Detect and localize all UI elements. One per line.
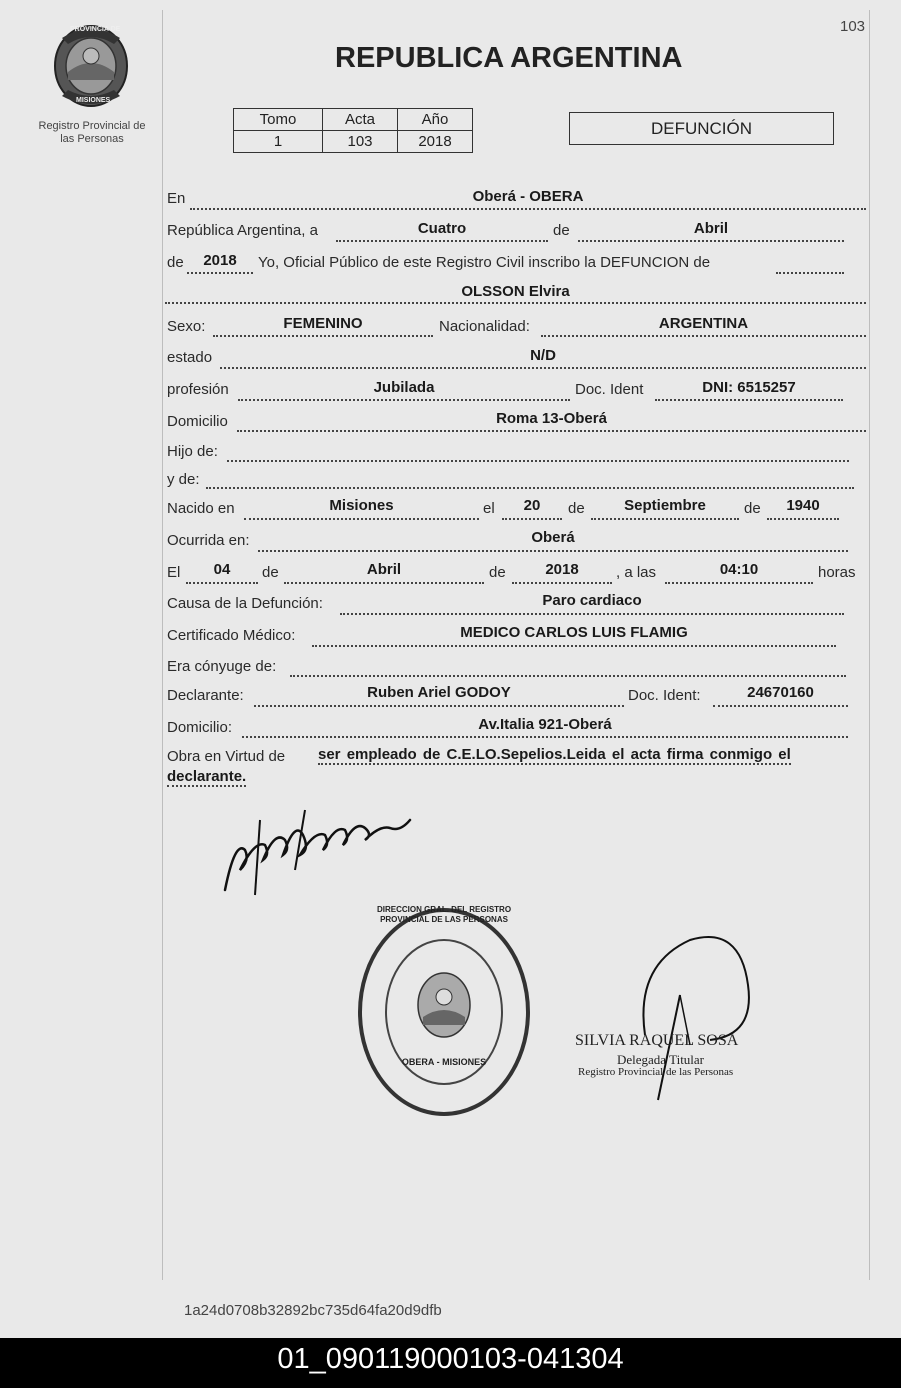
logo-text-top: PROVINCIA DE	[70, 26, 121, 33]
value-nac-anio: 1940	[786, 497, 820, 514]
table-header-anio: Año	[398, 109, 473, 131]
dotted-line	[186, 582, 258, 584]
table-header-tomo: Tomo	[234, 109, 323, 131]
dotted-line	[206, 487, 854, 489]
table-value-anio: 2018	[398, 131, 473, 153]
dotted-line	[227, 460, 849, 462]
registry-name: Registro Provincial de las Personas	[38, 120, 146, 145]
value-nacionalidad: ARGENTINA	[658, 315, 749, 332]
official-signature	[630, 925, 760, 1105]
value-nombre: OLSSON Elvira	[461, 283, 570, 300]
value-obra-line2: declarante.	[167, 768, 247, 785]
label-sexo: Sexo:	[167, 318, 206, 335]
value-def-anio: 2018	[545, 561, 579, 578]
footer-bar	[0, 1338, 901, 1388]
value-declarante: Ruben Ariel GODOY	[367, 684, 511, 701]
dotted-line	[767, 518, 839, 520]
reference-table	[233, 108, 473, 153]
label-doc-ident: Doc. Ident:	[628, 687, 701, 704]
value-estado: N/D	[530, 347, 556, 364]
document-type-box: DEFUNCIÓN	[569, 112, 834, 145]
official-name: SILVIA RAQUEL SOSA	[575, 1032, 739, 1049]
province-coat-of-arms	[48, 18, 134, 110]
dotted-line	[244, 518, 479, 520]
dotted-line	[665, 582, 813, 584]
label-doc-ident: Doc. Ident	[575, 381, 644, 398]
label-hijo-de: Hijo de:	[167, 443, 218, 460]
dotted-line	[776, 272, 844, 274]
label-certificado: Certificado Médico:	[167, 627, 296, 644]
label-domicilio: Domicilio	[167, 413, 228, 430]
label-el: el	[483, 500, 495, 517]
official-stamp	[355, 905, 533, 1119]
value-def-hora: 04:10	[719, 561, 759, 578]
dotted-line	[713, 705, 848, 707]
label-a-las: , a las	[616, 564, 657, 581]
label-declarante: Declarante:	[167, 687, 244, 704]
value-obra-line1: ser empleado de C.E.LO.Sepelios.Leida el acta firma conmigo el	[318, 746, 791, 763]
dotted-line	[284, 582, 484, 584]
value-declarante-doc: 24670160	[747, 684, 814, 701]
stamp-icon	[355, 905, 533, 1119]
dotted-line	[258, 550, 848, 552]
table-row	[234, 131, 473, 153]
table-row	[234, 109, 473, 131]
dotted-line	[213, 335, 433, 337]
left-margin-line	[162, 10, 163, 1280]
value-doc: DNI: 6515257	[702, 379, 796, 396]
declarant-signature	[215, 800, 415, 900]
table-value-tomo: 1	[234, 131, 323, 153]
value-profesion: Jubilada	[373, 379, 435, 396]
dotted-line	[336, 240, 548, 242]
logo-text-bottom: MISIONES	[76, 97, 111, 104]
label-y-de: y de:	[167, 471, 200, 488]
right-margin-line	[869, 10, 870, 1280]
value-def-mes: Abril	[366, 561, 402, 578]
dotted-line	[512, 582, 612, 584]
value-sexo: FEMENINO	[283, 315, 363, 332]
dotted-line	[541, 335, 866, 337]
label-de: de	[553, 222, 570, 239]
dotted-line	[340, 613, 844, 615]
table-header-acta: Acta	[323, 109, 398, 131]
dotted-line	[312, 645, 836, 647]
value-nacido-en: Misiones	[329, 497, 394, 514]
dotted-line	[190, 208, 866, 210]
value-ocurrida-en: Oberá	[531, 529, 575, 546]
value-nac-dia: 20	[523, 497, 541, 514]
value-lugar: Oberá - OBERA	[472, 188, 584, 205]
dotted-line	[220, 367, 866, 369]
value-causa: Paro cardiaco	[542, 592, 642, 609]
label-nacionalidad: Nacionalidad:	[439, 318, 530, 335]
stamp-inner-text: OBERA - MISIONES	[401, 1057, 487, 1067]
label-el: El	[167, 564, 181, 581]
value-mes-texto: Abril	[693, 220, 729, 237]
dotted-line	[238, 399, 570, 401]
document-hash: 1a24d0708b32892bc735d64fa20d9dfb	[184, 1302, 442, 1319]
value-def-dia: 04	[213, 561, 231, 578]
label-yo: Yo, Oficial Público de este Registro Civil inscribo la DEFUNCION de	[258, 254, 711, 271]
label-de: de	[167, 254, 184, 271]
page-number: 103	[840, 18, 866, 35]
label-ocurrida-en: Ocurrida en:	[167, 532, 250, 549]
table-value-acta: 103	[323, 131, 398, 153]
value-dia-texto: Cuatro	[417, 220, 467, 237]
barcode-text: 01_090119000103-041304	[277, 1343, 624, 1375]
dotted-line	[591, 518, 739, 520]
label-causa: Causa de la Defunción:	[167, 595, 323, 612]
stamp-ring-text: DIRECCION GRAL. DEL REGISTRO PROVINCIAL DE LAS PERSONAS	[376, 905, 512, 924]
label-horas: horas	[818, 564, 856, 581]
label-nacido-en: Nacido en	[167, 500, 235, 517]
dotted-line	[254, 705, 624, 707]
label-de: de	[262, 564, 279, 581]
page-title: REPUBLICA ARGENTINA	[335, 42, 683, 74]
dotted-line	[187, 272, 253, 274]
value-certificado: MEDICO CARLOS LUIS FLAMIG	[460, 624, 688, 641]
dotted-line	[290, 675, 846, 677]
label-de: de	[744, 500, 761, 517]
label-estado: estado	[167, 349, 213, 366]
label-profesion: profesión	[167, 381, 229, 398]
label-obra: Obra en Virtud de	[167, 748, 286, 765]
dotted-line	[655, 399, 843, 401]
value-anio: 2018	[203, 252, 237, 269]
label-de: de	[568, 500, 585, 517]
value-declarante-dom: Av.Italia 921-Oberá	[478, 716, 612, 733]
dotted-line	[578, 240, 844, 242]
dotted-line	[242, 736, 848, 738]
value-nac-mes: Septiembre	[624, 497, 706, 514]
label-de: de	[489, 564, 506, 581]
dotted-line	[165, 302, 866, 304]
dotted-line	[502, 518, 562, 520]
label-domicilio: Domicilio:	[167, 719, 233, 736]
dotted-line	[237, 430, 866, 432]
official-role: Delegada Titular	[617, 1052, 705, 1067]
value-domicilio: Roma 13-Oberá	[496, 410, 607, 427]
official-office: Registro Provincial de las Personas	[578, 1066, 734, 1078]
label-conyuge: Era cónyuge de:	[167, 658, 277, 675]
label-republica: República Argentina, a	[167, 222, 318, 239]
label-en: En	[167, 190, 186, 207]
